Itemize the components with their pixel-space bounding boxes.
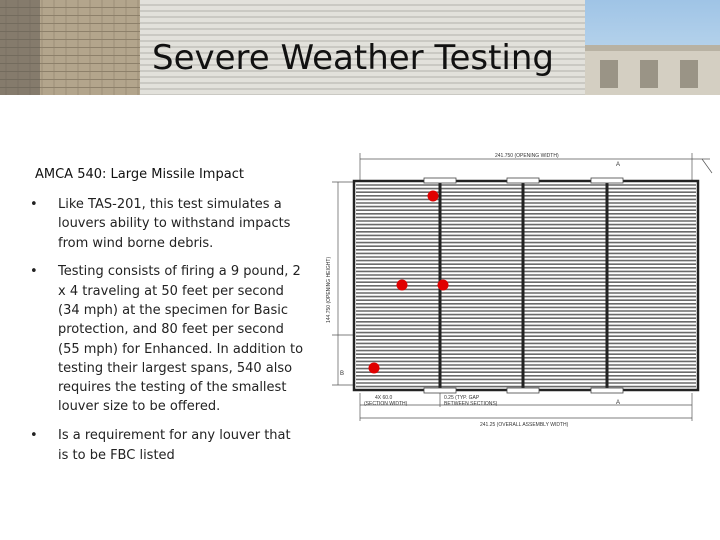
bullet-item: [30, 426, 305, 465]
bottom-section-mark: A: [616, 400, 621, 406]
bullet-text: Testing consists of firing a 9 pound, 2 x 4 traveling at 50 feet per second (34 mph) at the specimen for Basic protection, and 80 feet per second (55 mph) for Enhanced. In addition to testing their largest spans, 540 also requires the testing of the smallest louver size to be offered.: [58, 264, 304, 415]
overall-width-label: 241.25 (OVERALL ASSEMBLY WIDTH): [480, 422, 569, 428]
impact-point-1: [428, 191, 439, 202]
bullet-list: [30, 195, 305, 474]
impact-point-4: [369, 363, 380, 374]
bullet-item: [30, 262, 305, 416]
gap-line1: 0.25 (TYP. GAP: [444, 395, 480, 401]
impact-point-2: [397, 280, 408, 291]
section-width-line2: (SECTION WIDTH): [364, 401, 408, 407]
louver-drawing: [320, 145, 715, 430]
side-section-mark: B: [340, 371, 345, 377]
bullet-glyph: •: [30, 197, 38, 212]
top-section-mark: A: [616, 162, 621, 168]
bullet-glyph: •: [30, 428, 38, 444]
slide-title: Severe Weather Testing: [152, 38, 554, 78]
bullet-text: Is a requirement for any louver that is to be FBC listed: [58, 428, 291, 463]
side-dimension-label: 144.750 (OPENING HEIGHT): [326, 256, 332, 323]
bullet-glyph: •: [30, 264, 38, 280]
top-dimension-label: 241.750 (OPENING WIDTH): [495, 153, 559, 159]
bullet-text: Like TAS-201, this test simulates a louvers ability to withstand impacts from wind borne debris.: [58, 197, 291, 251]
impact-point-3: [438, 280, 449, 291]
section-width-line1: 4X 60.0: [375, 395, 393, 401]
slide-subtitle: AMCA 540: Large Missile Impact: [35, 167, 244, 182]
gap-label: [444, 395, 498, 407]
gap-line2: BETWEEN SECTIONS): [444, 401, 498, 407]
bullet-item: [30, 195, 305, 253]
section-width-label: [364, 395, 408, 407]
